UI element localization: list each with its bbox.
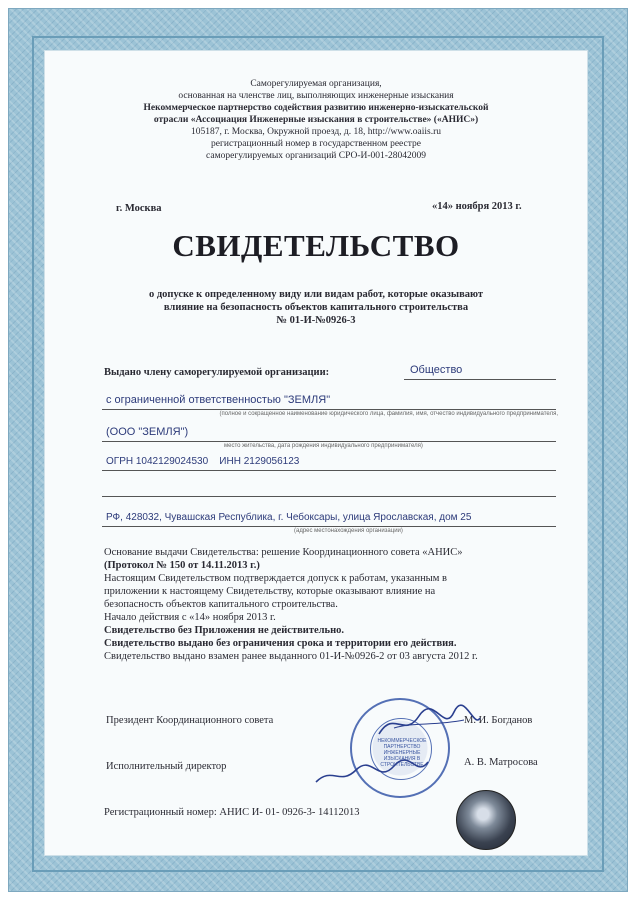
- underline: [404, 379, 556, 380]
- basis-line-1: Основание выдачи Свидетельства: решение Координационного совета «АНИС»: [104, 547, 463, 558]
- invalid-note: Свидетельство без Приложения не действительно.: [104, 625, 345, 636]
- hologram-seal: [456, 790, 516, 850]
- ogrn-inn: [106, 456, 299, 467]
- member-short-name: (ООО "ЗЕМЛЯ"): [106, 426, 189, 438]
- start-date: Начало действия с «14» ноября 2013 г.: [104, 612, 276, 623]
- registration-number: Регистрационный номер: АНИС И- 01- 0926-3- 14112013: [104, 807, 360, 818]
- stamp-text: НЕКОММЕРЧЕСКОЕ ПАРТНЕРСТВО ИНЖЕНЕРНЫЕ ИЗЫСКАНИЯ В СТРОИТЕЛЬСТВЕ: [377, 738, 427, 768]
- certificate-paper: [44, 50, 588, 856]
- paragraph-line-1: Настоящим Свидетельством подтверждается допуск к работам, указанным в: [104, 573, 447, 584]
- city: г. Москва: [116, 203, 162, 214]
- member-name-line-2: с ограниченной ответственностью "ЗЕМЛЯ": [106, 394, 331, 406]
- underline: [102, 441, 556, 442]
- certificate-number: № 01-И-№0926-3: [276, 315, 356, 326]
- president-label: Президент Координационного совета: [106, 715, 274, 726]
- header-line-2: основанная на членстве лиц, выполняющих инженерные изыскания: [178, 91, 454, 101]
- paragraph-line-2: приложении к настоящему Свидетельству, которые оказывают влияние на: [104, 586, 436, 597]
- unlimited-note: Свидетельство выдано без ограничения срока и территории его действия.: [104, 638, 457, 649]
- underline: [102, 496, 556, 497]
- member-name-line-1: Общество: [410, 364, 463, 376]
- subtitle-line-2: влияние на безопасность объектов капитального строительства: [163, 302, 469, 313]
- member-address: РФ, 428032, Чувашская Республика, г. Чебоксары, улица Ярославская, дом 25: [106, 512, 472, 523]
- subtitle: [44, 288, 588, 327]
- certificate-body: [104, 546, 564, 663]
- ogrn: ОГРН 1042129024530: [106, 456, 209, 467]
- header-line-7: саморегулируемых организаций СРО-И-001-28042009: [206, 151, 426, 161]
- director-label: Исполнительный директор: [106, 761, 227, 772]
- header-line-4: отрасли «Ассоциация Инженерные изыскания в строительстве» («АНИС»): [153, 115, 479, 125]
- president-name: М. И. Богданов: [464, 715, 533, 726]
- note-address: (адрес местонахождения организации): [294, 528, 403, 534]
- org-header: [44, 78, 588, 162]
- president-signature: [374, 704, 484, 744]
- underline: [102, 409, 556, 410]
- director-name: А. В. Матросова: [464, 757, 538, 768]
- note-full-name: (полное и сокращенное наименование юридического лица, фамилия, имя, отчество индивидуального предпринимателя,: [219, 411, 558, 417]
- header-line-6: регистрационный номер в государственном реестре: [211, 139, 421, 149]
- note-residence: место жительства, дата рождения индивидуального предпринимателя): [224, 443, 423, 449]
- subtitle-line-1: о допуске к определенному виду или видам работ, которые оказывают: [148, 289, 484, 300]
- header-line-3: Некоммерческое партнерство содействия развитию инженерно-изыскательской: [143, 103, 489, 113]
- inn: ИНН 2129056123: [219, 456, 300, 467]
- basis-line-2: (Протокол № 150 от 14.11.2013 г.): [104, 560, 260, 571]
- header-line-1: Саморегулируемая организация,: [250, 79, 382, 89]
- underline: [102, 526, 556, 527]
- paragraph-line-3: безопасность объектов капитального строительства.: [104, 599, 338, 610]
- header-line-5: 105187, г. Москва, Окружной проезд, д. 18, http://www.oaiis.ru: [190, 127, 442, 137]
- director-signature: [312, 756, 432, 790]
- issued-to-label: Выдано члену саморегулируемой организации:: [104, 367, 330, 378]
- document-title: СВИДЕТЕЛЬСТВО: [172, 228, 460, 263]
- issue-date: «14» ноября 2013 г.: [432, 201, 522, 212]
- replacement-note: Свидетельство выдано взамен ранее выданного 01-И-№0926-2 от 03 августа 2012 г.: [104, 651, 478, 662]
- underline: [102, 470, 556, 471]
